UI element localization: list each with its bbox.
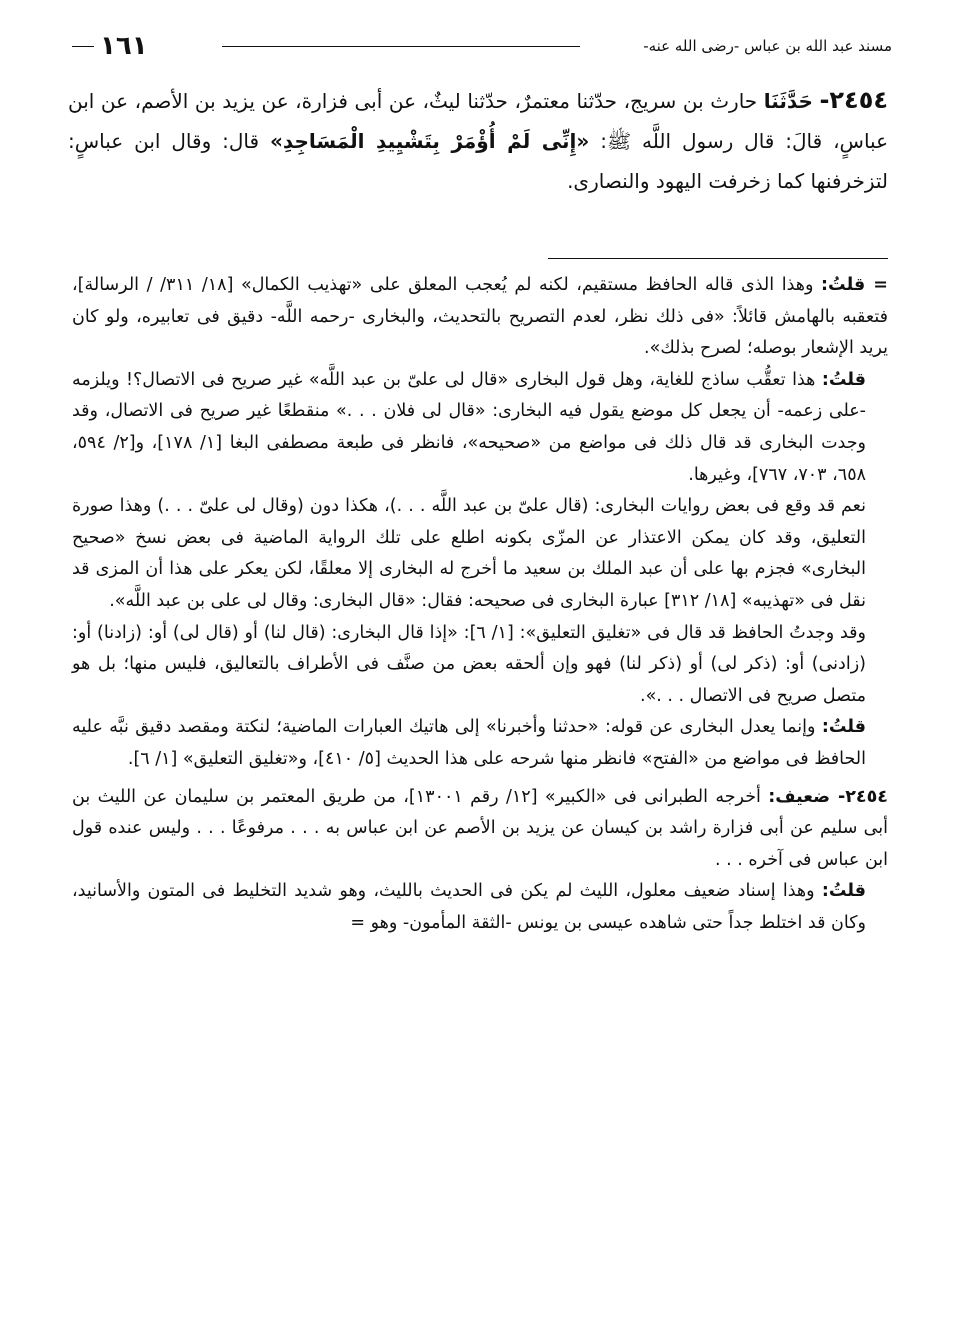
note-paragraph — [72, 782, 888, 877]
note-text: وإنما يعدل البخارى عن قوله: «حدثنا وأخبرنا» إلى هاتيك العبارات الماضية؛ لنكتة ومقصد دقيق نبَّه عليه الحافظ فى مواضع من «الفتح» فانظر منها شرحه على هذا الحديث [٥/ ٤١٠]، و«تغليق التعليق» [١/ ٦]. — [72, 717, 866, 769]
note-paragraph — [72, 365, 888, 491]
note-lead: قلتُ: — [821, 717, 866, 738]
note-text: وهذا الذى قاله الحافظ مستقيم، لكنه لم يُعجب المعلق على «تهذيب الكمال» [١٨/ ٣١١/ / الرسالة]، فتعقبه بالهامش قائلاً: «فى ذلك نظر، لعدم التصريح بالتحديث، والبخارى -رحمه اللَّه- دقيق فى تعابيره، ولو كان يريد الإشعار بوصله؛ لصرح بذلك». — [72, 275, 888, 359]
note-text: نعم قد وقع فى بعض روايات البخارى: (قال علىّ بن عبد اللَّه . . .)، هكذا دون (وقال لى علىّ . . .) وهذا صورة التعليق، وقد كان يمكن الاعتذار عن المزّى بكونه اطلع على تلك الرواية الماضية فى بعض نسخ «صحيح البخارى» فجزم بها على أن عبد الملك بن سعيد ما أخرج له البخارى إلا معلقًا، لكن يعكر على هذا أن المزى قد نقل فى «تهذيبه» [١٨/ ٣١٢] عبارة البخارى فى صحيحه: فقال: «قال البخارى: وقال لى على بن عبد اللَّه». — [72, 496, 866, 611]
note-text: أخرجه الطبرانى فى «الكبير» [١٢/ رقم ١٣٠٠١]، من طريق المعتمر بن سليمان عن الليث بن أبى سليم عن أبى فزارة راشد بن كيسان عن يزيد بن الأصم عن ابن عباس به . . . مرفوعًا . . . وليس عنده قول ابن عباس فى آخره . . . — [72, 786, 888, 870]
note-paragraph — [72, 270, 888, 365]
footnotes — [72, 270, 888, 939]
hadith-quote: «إِنِّى لَمْ أُؤْمَرْ بِتَشْيِيدِ الْمَسَاجِدِ» — [270, 129, 590, 153]
hadith-ending: قال: وقال ابن عباسٍ: لتزخرفنها كما زخرفت اليهود والنصارى. — [68, 129, 888, 193]
haddathana-word: حَدَّثَنَا — [763, 89, 813, 113]
note-text: هذا تعقُّب ساذج للغاية، وهل قول البخارى «قال لى علىّ بن عبد اللَّه» غير صريح فى الاتصال؟! ويلزمه -على زعمه- أن يجعل كل موضع يقول فيه البخارى: «قال لى فلان . . .» منقطعًا غير صريح فى الاتصال، وقد وجدت البخارى قد قال ذلك فى مواضع من «صحيحه»، فانظر فى طبعة مصطفى البغا [١/ ١٧٨]، و[٢/ ٥٩٤، ٦٥٨، ٧٠٣، ٧٦٧]، وغيرها. — [72, 369, 867, 485]
note-lead: = قلتُ: — [821, 275, 888, 295]
running-title: مسند عبد الله بن عباس -رضى الله عنه- — [643, 37, 892, 55]
note-paragraph — [72, 618, 888, 713]
hadith-number: ٢٤٥٤- — [819, 86, 888, 114]
header-rule-left — [72, 46, 94, 47]
page-header — [72, 28, 892, 64]
note-lead: قلتُ: — [821, 881, 866, 902]
note-lead: قلتُ: — [821, 369, 866, 390]
header-rule — [222, 46, 580, 47]
note-paragraph — [72, 491, 888, 617]
note-text: وقد وجدتُ الحافظ قد قال فى «تغليق التعليق»: [١/ ٦]: «إذا قال البخارى: (قال لنا) أو (قال لى) أو: (زادنا) أو: (زادنى) أو: (ذكر لى) أو (ذكر لنا) فهو وإن ألحقه بعض من صنَّف فى الأطراف بالتعاليق، فليس منها؛ بل هو متصل صريح فى الاتصال . . .». — [72, 622, 866, 706]
page-number: ١٦١ — [100, 31, 148, 61]
hadith-isnad: حارث بن سريج، حدّثنا معتمرٌ، حدّثنا ليثٌ، عن أبى فزارة، عن يزيد بن الأصم، عن ابن عباسٍ، قالَ: قال رسول اللَّه ﷺ: — [68, 89, 889, 153]
hadith-paragraph — [68, 80, 888, 201]
note-paragraph — [72, 712, 888, 775]
note-lead: ٢٤٥٤- ضعيف: — [768, 786, 888, 807]
note-text: وهذا إسناد ضعيف معلول، الليث لم يكن فى الحديث بالليث، وهو شديد التخليط فى المتون والأسانيد، وكان قد اختلط جداً حتى شاهده عيسى بن يونس -الثقة المأمون- وهو = — [72, 881, 866, 933]
note-paragraph — [72, 876, 888, 939]
hadith-text — [68, 80, 888, 201]
footnote-separator — [548, 258, 888, 259]
